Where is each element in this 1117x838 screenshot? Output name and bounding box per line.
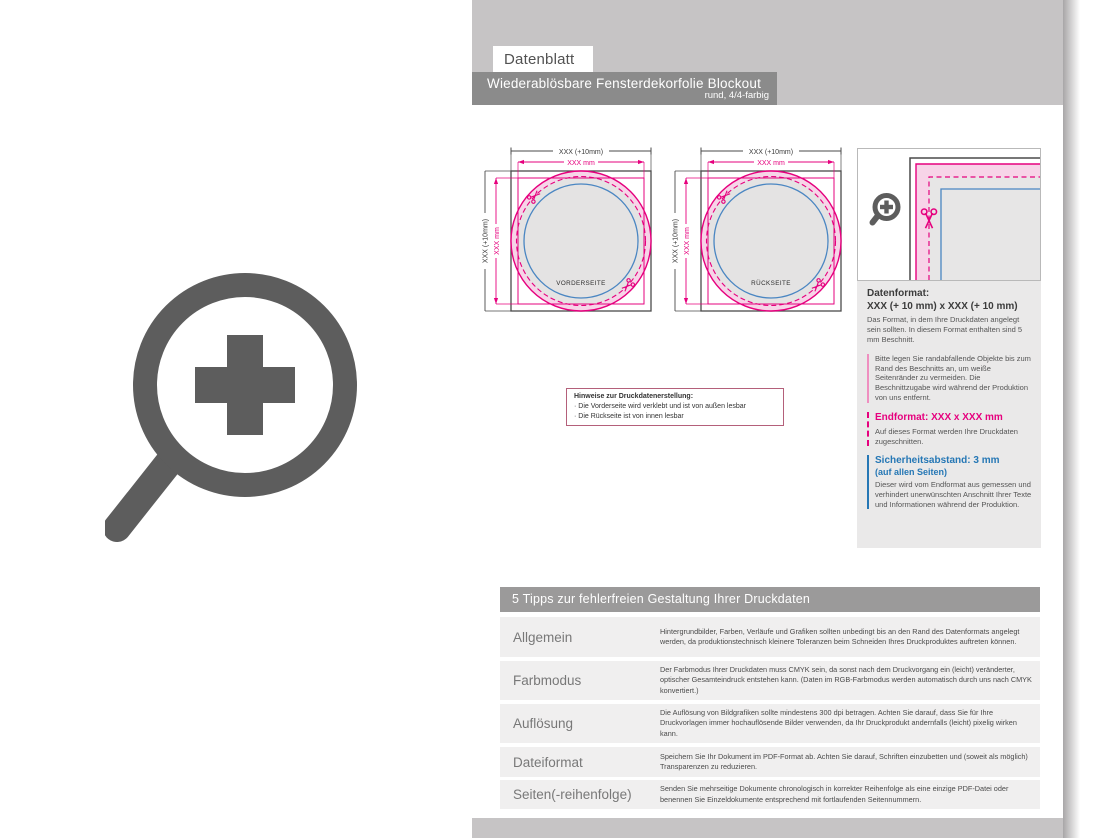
dim-label-endformat-height: XXX mm (683, 227, 691, 255)
print-data-notes-box (566, 388, 784, 426)
bleed-note-block (867, 354, 1033, 403)
dim-label-datenformat-height: XXX (+10mm) (482, 218, 490, 264)
dim-label-endformat-width: XXX mm (567, 159, 595, 167)
tips-table (500, 587, 1040, 809)
row-text: Die Auflösung von Bildgrafiken sollte mindestens 300 dpi betragen. Achten Sie darauf, dass Sie für Ihre Druckvorlagen immer hochauflösende Bilder verwenden, da Ihr Druckprodukt andernfalls (leicht) pixelig wirken kann. (660, 708, 1017, 738)
note-item: · Die Vorderseite wird verklebt und ist von außen lesbar (574, 403, 746, 410)
datenblatt-label: Datenblatt (493, 46, 593, 72)
dim-label-endformat-height: XXX mm (493, 227, 501, 255)
sicherheitsabstand-block (867, 455, 1033, 509)
dim-label-datenformat-width: XXX (+10mm) (558, 149, 604, 156)
row-label: Seiten(-reihenfolge) (513, 787, 632, 802)
product-title-bar (472, 72, 777, 105)
table-row (500, 617, 1040, 657)
endformat-heading: Endformat: XXX x XXX mm (875, 412, 1003, 424)
sicherheitsabstand-text: Dieser wird vom Endformat aus gemessen und verhindert unerwünschten Anschnitt Ihrer Texte und Informationen während der Produktion. (875, 479, 1032, 509)
sicherheitsabstand-subheading: (auf allen Seiten) (875, 466, 948, 477)
format-descriptions (857, 281, 1041, 548)
zoom-plus-icon (873, 196, 899, 223)
corner-detail-view (857, 148, 1041, 281)
corner-detail-drawing (858, 149, 1040, 280)
sicherheitsabstand-heading: Sicherheitsabstand: 3 mm (875, 455, 1000, 467)
row-label: Farbmodus (513, 673, 582, 688)
row-label: Allgemein (513, 629, 573, 645)
endformat-block (867, 412, 1033, 446)
zoom-plus-icon (105, 258, 395, 548)
dim-label-datenformat-width: XXX (+10mm) (748, 149, 794, 156)
back-side-label: RÜCKSEITE (751, 280, 791, 287)
note-item: · Die Rückseite ist von innen lesbar (574, 412, 684, 420)
bleed-note-text: Bitte legen Sie randabfallende Objekte bis zum Rand des Beschnitts an, um weiße Seitenränder zu vermeiden. Die Beschnittzugabe wird während der Produktion von uns entfernt. (875, 353, 1031, 403)
notes-title: Hinweise zur Druckdatenerstellung: (574, 393, 694, 400)
dim-label-endformat-width: XXX mm (757, 159, 785, 167)
datenformat-block (867, 288, 1033, 345)
product-title: Wiederablösbare Fensterdekorfolie Blockout (487, 76, 762, 91)
row-label: Auflösung (513, 716, 574, 731)
row-text: Speichern Sie Ihr Dokument im PDF-Format ab. Achten Sie darauf, Schriften einzubetten und (soweit als möglich) Transparenzen zu reduzieren. (660, 751, 1028, 771)
page-edge-shadow (1063, 0, 1080, 838)
tips-table-title: 5 Tipps zur fehlerfreien Gestaltung Ihrer Druckdaten (500, 587, 1040, 612)
front-side-label: VORDERSEITE (556, 280, 606, 287)
front-side-diagram (477, 143, 663, 329)
back-side-diagram (667, 143, 853, 329)
row-text: Senden Sie mehrseitige Dokumente chronologisch in korrekter Reihenfolge als eine einzige PDF-Datei oder benennen Sie Einzeldokumente entsprechend mit fortlaufenden Seitennummern. (660, 784, 1009, 804)
table-row (500, 704, 1040, 743)
datenformat-heading: Datenformat: (867, 288, 930, 299)
format-detail-panel (857, 148, 1041, 548)
datenformat-text: Das Format, in dem Ihre Druckdaten angelegt sein sollten. In diesem Format enthalten sind 5 mm Beschnitt. (867, 315, 1023, 344)
table-row (500, 747, 1040, 777)
row-text: Der Farbmodus Ihrer Druckdaten muss CMYK sein, da sonst nach dem Druckvorgang ein (leicht) veränderter, optischer Gesamteindruck entstehen kann. (Daten im RGB-Farbmodus werden automatisch durch uns nach CMYK konvertiert.) (660, 665, 1032, 695)
table-row (500, 661, 1040, 700)
row-text: Hintergrundbilder, Farben, Verläufe und Grafiken sollten unbedingt bis an den Rand des Datenformats angelegt werden, da produktionstechnisch kleinere Toleranzen beim Schneiden Ihres Druckproduktes auftreten können. (660, 626, 1020, 646)
dim-label-datenformat-height: XXX (+10mm) (672, 218, 680, 264)
table-row (500, 780, 1040, 809)
row-label: Dateiformat (513, 754, 583, 770)
product-variant: rund, 4/4-farbig (704, 90, 769, 101)
endformat-text: Auf dieses Format werden Ihre Druckdaten zugeschnitten. (875, 426, 1018, 446)
datenformat-value: XXX (+ 10 mm) x XXX (+ 10 mm) (867, 300, 1018, 312)
